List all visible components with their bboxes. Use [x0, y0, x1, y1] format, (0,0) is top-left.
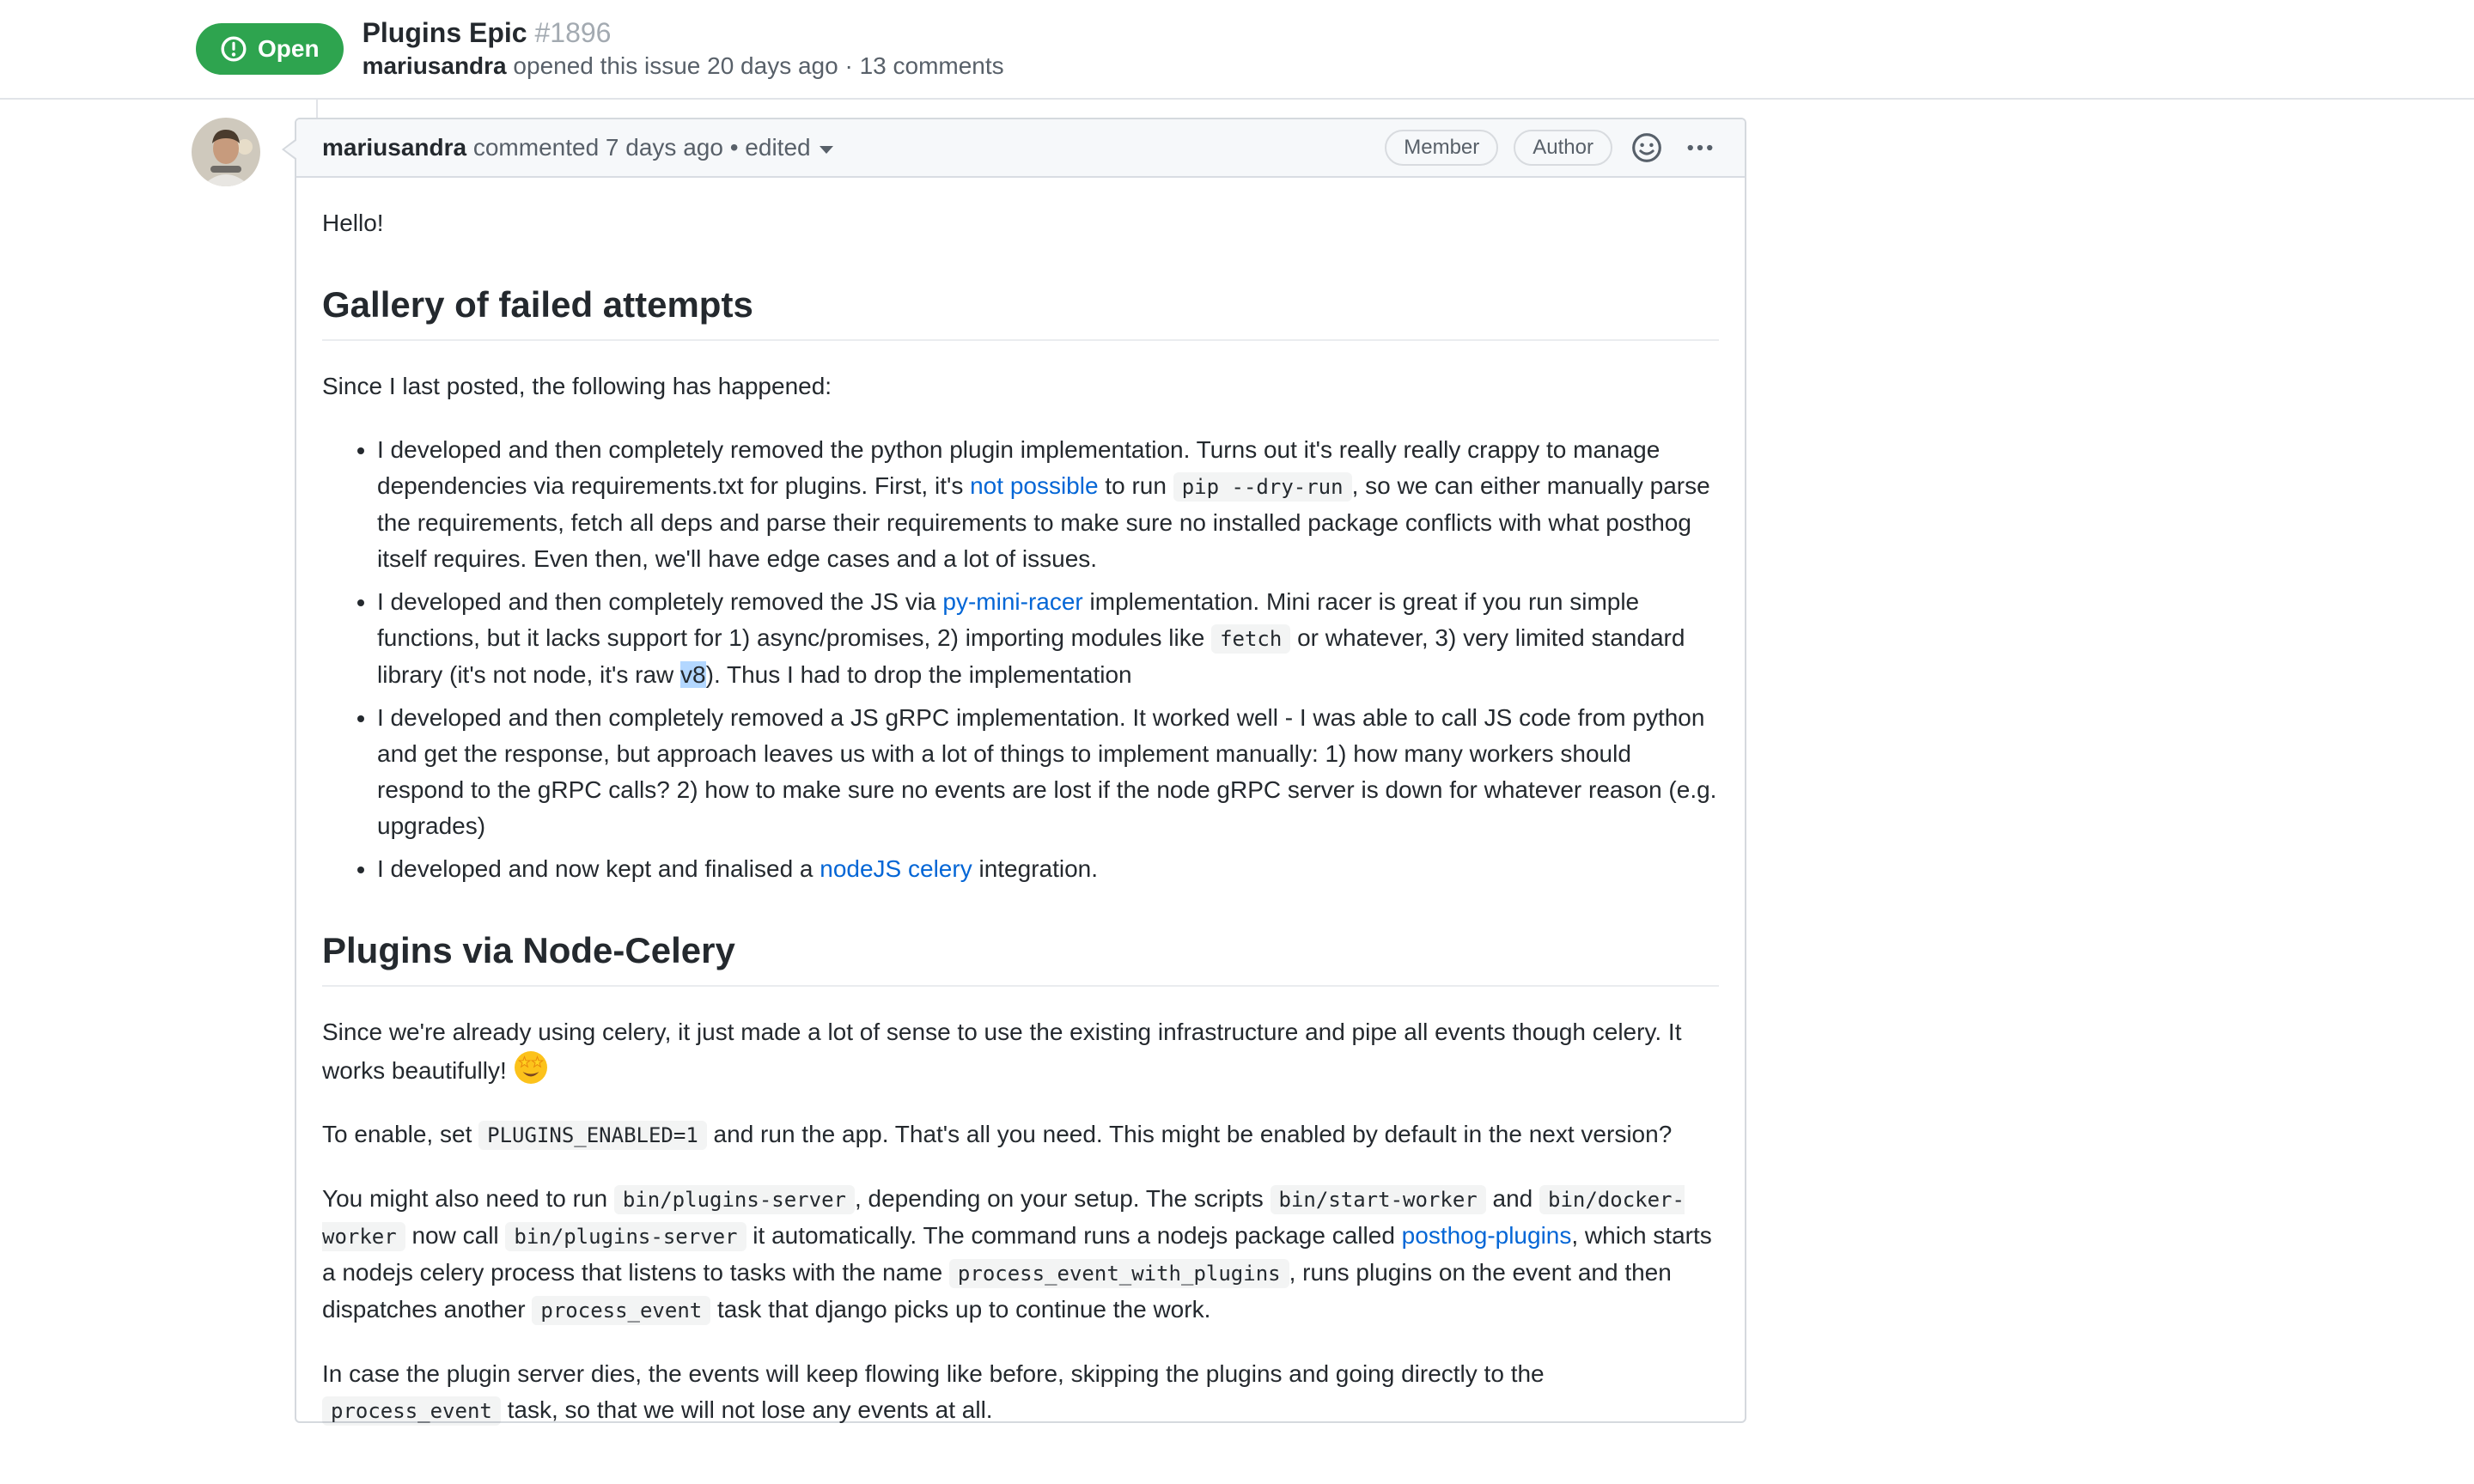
- inline-code: process_event_with_plugins: [949, 1259, 1289, 1288]
- inline-code: bin/start-worker: [1271, 1185, 1486, 1214]
- inline-code: bin/plugins-server: [614, 1185, 855, 1214]
- edited-label: edited: [745, 134, 811, 161]
- inline-link[interactable]: not possible: [970, 472, 1099, 499]
- issue-state-badge: [196, 23, 344, 75]
- star-struck-emoji: [514, 1050, 548, 1085]
- add-reaction-button[interactable]: [1628, 132, 1666, 163]
- comment-options-button[interactable]: [1681, 132, 1719, 163]
- inline-link[interactable]: nodeJS celery: [820, 855, 972, 882]
- avatar[interactable]: [192, 118, 260, 186]
- edited-dropdown[interactable]: [745, 134, 832, 161]
- issue-number: #1896: [534, 17, 612, 48]
- issue-author-link[interactable]: mariusandra: [362, 52, 507, 79]
- issue-subtitle-text: opened this issue 20 days ago · 13 comments: [506, 52, 1004, 79]
- inline-link[interactable]: py-mini-racer: [942, 588, 1083, 615]
- inline-code: PLUGINS_ENABLED=1: [478, 1121, 707, 1150]
- paragraph-celery: Since we're already using celery, it just made a lot of sense to use the existing infrastructure and pipe all events though celery. It works beautifully!: [322, 1019, 1682, 1084]
- paragraph-greeting: Hello!: [322, 210, 384, 236]
- kebab-icon: [1685, 132, 1715, 163]
- list-item: • I developed and now kept and finalised a nodeJS celery integration.: [377, 851, 1719, 887]
- paragraph-partial: In case the plugin server dies, the events will keep flowing like before, skipping the plugins and going directly to the process_event task, so that we will not lose any events at all.: [322, 1356, 1719, 1429]
- inline-code: pip --dry-run: [1173, 472, 1352, 502]
- member-badge: Member: [1385, 130, 1498, 166]
- list-item: • I developed and then completely removed the python plugin implementation. Turns out it's really really crappy to manage dependencies via requirements.txt for plugins. First, it's not possible to run pip --dry-run , so we can either manually parse the requirements, fetch all deps and parse their requirements to make sure no installed package conflicts with what posthog itself requires. Even then, we'll have edge cases and a lot of issues.: [377, 432, 1719, 577]
- comment-container: [295, 118, 1746, 1423]
- author-badge: Author: [1514, 130, 1612, 166]
- paragraph-intro: Since I last posted, the following has happened:: [322, 373, 832, 399]
- issue-title: Plugins Epic: [362, 17, 527, 48]
- inline-code: bin/docker-worker: [322, 1185, 1685, 1251]
- heading-node-celery: Plugins via Node-Celery: [322, 928, 1719, 987]
- heading-gallery: Gallery of failed attempts: [322, 283, 1719, 341]
- list-item: • I developed and then completely removed a JS gRPC implementation. It worked well - I was able to call JS code from python and get the response, but approach leaves us with a lot of things to implement manually: 1) how many workers should respond to the gRPC calls? 2) how to make sure no events are lost if the node gRPC server is down for whatever reason (e.g. upgrades): [377, 700, 1719, 844]
- inline-code: process_event: [532, 1296, 710, 1325]
- failed-attempts-list: [322, 432, 1719, 887]
- paragraph-enable: To enable, set PLUGINS_ENABLED=1 and run the app. That's all you need. This might be enabled by default in the next version?: [322, 1116, 1719, 1153]
- issue-subtitle: [363, 52, 1004, 81]
- inline-code: bin/plugins-server: [505, 1222, 746, 1251]
- issue-opened-icon: [220, 35, 247, 63]
- issue-state-label: Open: [258, 35, 320, 62]
- edited-separator: •: [722, 134, 746, 161]
- avatar-image: [192, 118, 260, 186]
- caret-down-icon: [820, 146, 833, 154]
- comment-header-meta: [322, 134, 833, 161]
- paragraph-server: You might also need to run bin/plugins-server , depending on your setup. The scripts bin/start-worker and bin/docker-worker now call bin/plugins-server it automatically. The command runs a nodejs package called posthog-plugins, which starts a nodejs celery process that listens to tasks with the name process_event_with_plugins , runs plugins on the event and then dispatches another process_event task that django picks up to continue the work.: [322, 1181, 1719, 1329]
- issue-title-row: [363, 17, 1004, 48]
- comment-author-link[interactable]: mariusandra: [322, 134, 467, 161]
- comment-body: [296, 178, 1745, 1484]
- smiley-icon: [1631, 132, 1662, 163]
- inline-code: process_event: [322, 1396, 501, 1426]
- selected-text: v8: [680, 661, 706, 688]
- inline-link[interactable]: posthog-plugins: [1401, 1222, 1572, 1249]
- list-item: • I developed and then completely removed the JS via py-mini-racer implementation. Mini racer is great if you run simple functions, but it lacks support for 1) async/promises, 2) importing modules like fetch or whatever, 3) very limited standard library (it's not node, it's raw v8). Thus I had to drop the implementation: [377, 584, 1719, 693]
- issue-sticky-header: [0, 0, 2474, 100]
- comment-header: [296, 119, 1745, 178]
- comment-timestamp[interactable]: commented 7 days ago: [466, 134, 723, 161]
- inline-code: fetch: [1211, 624, 1290, 654]
